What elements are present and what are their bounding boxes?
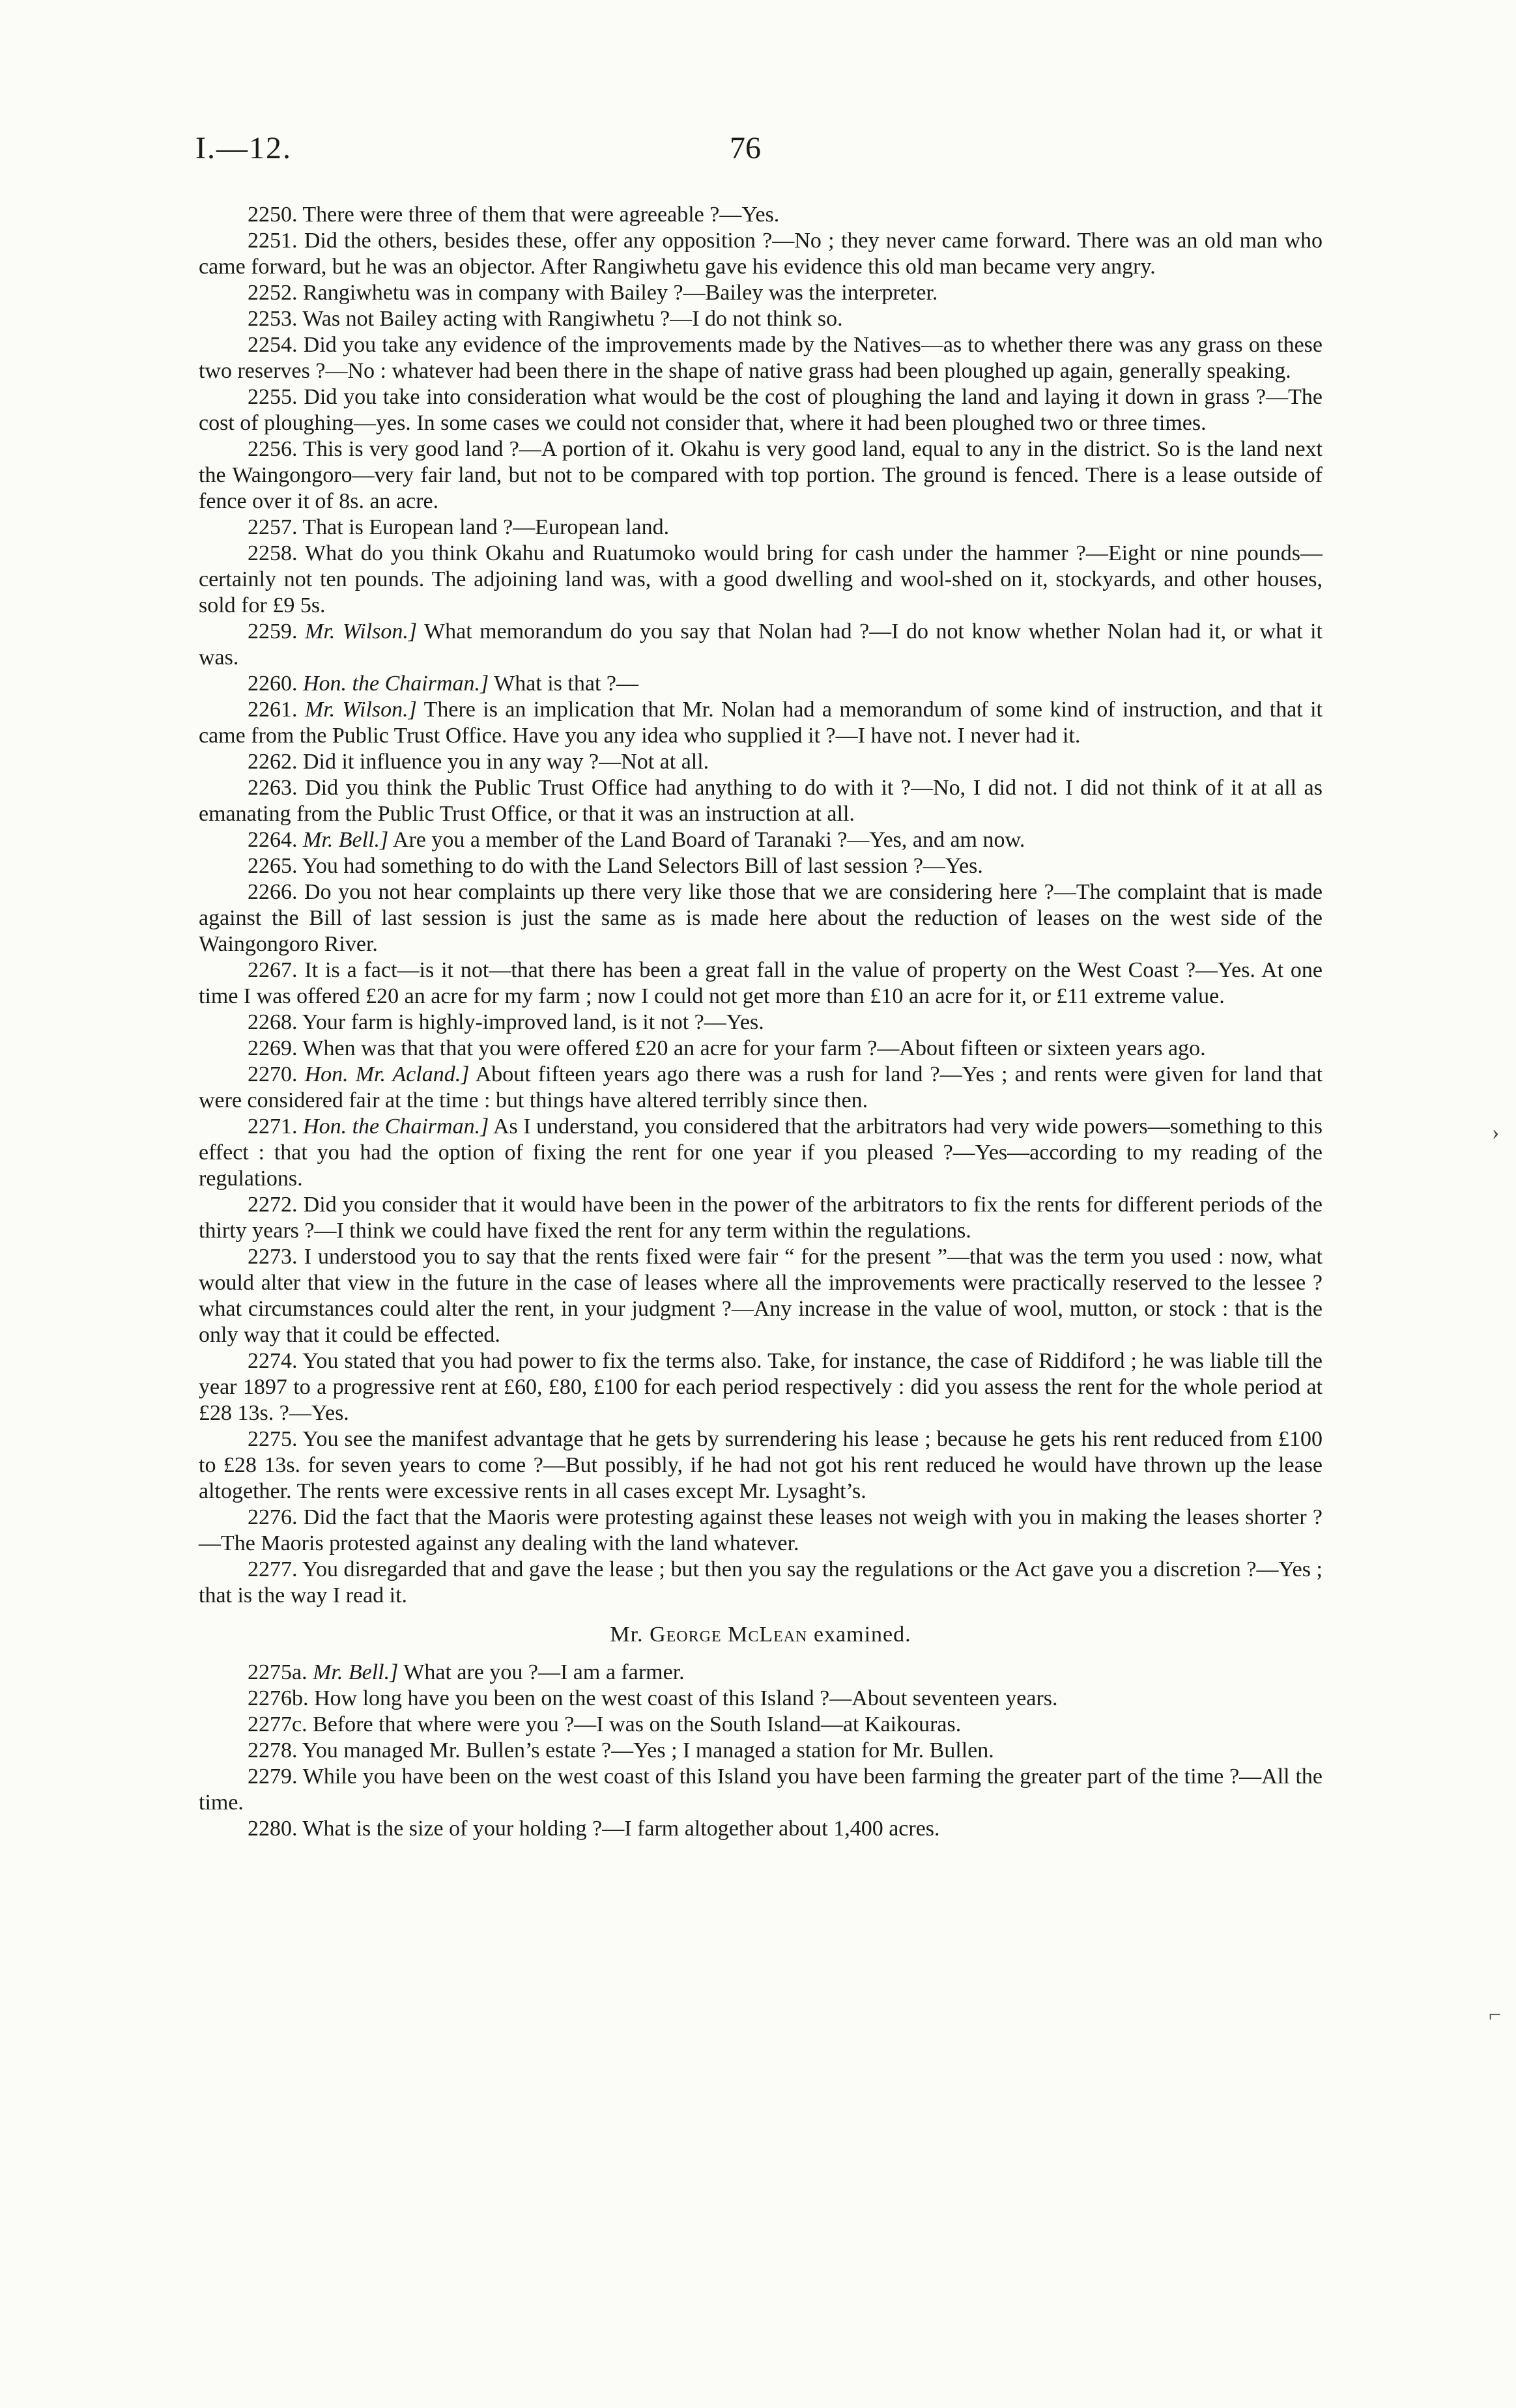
paragraph-2277c: 2277c. Before that where were you ?—I was on the South Island—at Kaikouras. <box>248 1712 962 1736</box>
margin-mark: › <box>1492 1120 1500 1144</box>
paragraph-2260 <box>199 671 1323 697</box>
speaker-name: Mr. Bell.] <box>313 1660 399 1684</box>
paragraph-2261 <box>199 697 1323 749</box>
speaker-name: Hon. the Chairman.] <box>303 672 489 696</box>
paragraph-2253: 2253. Was not Bailey acting with Rangiwhetu ?—I do not think so. <box>248 307 843 331</box>
paragraph-2263: 2263. Did you think the Public Trust Office had anything to do with it ?—No, I did not. I did not think of it at all as emanating from the Public Trust Office, or that it was an instruction at all. <box>199 776 1323 826</box>
paragraph-2254: 2254. Did you take any evidence of the improvements made by the Natives—as to whether there was any grass on these two reserves ?—No : whatever had been there in the shape of native grass had been ploughed up again, generally speaking. <box>199 333 1323 383</box>
paragraph-2269: 2269. When was that that you were offered £20 an acre for your farm ?—About fifteen or sixteen years ago. <box>248 1036 1206 1060</box>
paragraph-2251: 2251. Did the others, besides these, offer any opposition ?—No ; they never came forward. There was an old man who came forward, but he was an objector. After Rangiwhetu gave his evidence this old man became very angry. <box>199 229 1323 279</box>
paragraph-2252: 2252. Rangiwhetu was in company with Bailey ?—Bailey was the interpreter. <box>248 281 938 305</box>
speaker-name: Hon. Mr. Acland.] <box>304 1062 470 1086</box>
question-text: What are you ?—I am a farmer. <box>398 1660 685 1684</box>
paragraph-2271 <box>199 1114 1323 1192</box>
question-number: 2260. <box>248 672 298 696</box>
question-text: About fifteen years ago there was a rush for land ?—Yes ; and rents were given for land that were considered fair at the time : but things have altered terribly since then. <box>199 1062 1323 1112</box>
paragraph-2267: 2267. It is a fact—is it not—that there has been a great fall in the value of property on the West Coast ?—Yes. At one time I was offered £20 an acre for my farm ; now I could not get more than £10 an acre for it, or £11 extreme value. <box>199 958 1323 1008</box>
paragraph-2256: 2256. This is very good land ?—A portion of it. Okahu is very good land, equal to any in the district. So is the land next the Waingongoro—very fair land, but not to be compared with top portion. The ground is fenced. There is a lease outside of fence over it of 8s. an acre. <box>199 437 1323 513</box>
paragraph-2276b: 2276b. How long have you been on the west coast of this Island ?—About seventeen years. <box>248 1686 1058 1710</box>
paragraph-2280: 2280. What is the size of your holding ?—I farm altogether about 1,400 acres. <box>248 1817 940 1841</box>
paragraph-2259 <box>199 619 1323 671</box>
margin-mark: ⌐ <box>1489 2003 1502 2027</box>
evidence-text <box>199 202 1323 1842</box>
question-text: Are you a member of the Land Board of Taranaki ?—Yes, and am now. <box>388 828 1025 852</box>
paragraph-2273: 2273. I understood you to say that the rents fixed were fair “ for the present ”—that was the term you used : now, what would alter that view in the future in the case of leases where all the improvements were practically reserved to the lessee ? what circumstances could alter the rent, in your judgment ?—Any increase in the value of wool, mutton, or stock : that is the only way that it could be effected. <box>199 1245 1323 1347</box>
question-number: 2259. <box>248 619 298 644</box>
paragraph-2276: 2276. Did the fact that the Maoris were protesting against these leases not weigh with you in making the leases shorter ?—The Maoris protested against any dealing with the land whatever. <box>199 1505 1323 1555</box>
witness-prefix: Mr. <box>610 1622 650 1647</box>
paragraph-2255: 2255. Did you take into consideration what would be the cost of ploughing the land and laying it down in grass ?—The cost of ploughing—yes. In some cases we could not consider that, where it had been ploughed two or three times. <box>199 385 1323 435</box>
page-number: 76 <box>730 131 761 165</box>
paragraph-2262: 2262. Did it influence you in any way ?—Not at all. <box>248 750 709 774</box>
paragraph-2275a <box>199 1660 1323 1686</box>
paragraph-2258: 2258. What do you think Okahu and Ruatumoko would bring for cash under the hammer ?—Eight or nine pounds—certainly not ten pounds. The adjoining land was, with a good dwelling and wool-shed on it, stockyards, and other houses, sold for £9 5s. <box>199 541 1323 617</box>
paragraph-2265: 2265. You had something to do with the Land Selectors Bill of last session ?—Yes. <box>248 854 983 878</box>
question-text: There is an implication that Mr. Nolan had a memorandum of some kind of instruction, and that it came from the Public Trust Office. Have you any idea who supplied it ?—I have not. I never had it. <box>199 698 1323 748</box>
speaker-name: Mr. Wilson.] <box>305 619 418 644</box>
paragraph-2264 <box>199 827 1323 853</box>
witness-suffix: examined. <box>807 1622 911 1647</box>
question-text: What memorandum do you say that Nolan had ?—I do not know whether Nolan had it, or what it was. <box>199 619 1323 670</box>
paragraph-2274: 2274. You stated that you had power to fix the terms also. Take, for instance, the case of Riddiford ; he was liable till the year 1897 to a progressive rent at £60, £80, £100 for each period respectively : did you assess the rent for the whole period at £28 13s. ?—Yes. <box>199 1349 1323 1425</box>
witness-name: George McLean <box>650 1622 808 1647</box>
question-number: 2264. <box>248 828 298 852</box>
speaker-name: Hon. the Chairman.] <box>303 1114 489 1139</box>
paragraph-2250: 2250. There were three of them that were agreeable ?—Yes. <box>248 203 780 227</box>
speaker-name: Mr. Bell.] <box>303 828 389 852</box>
page-header <box>195 130 1323 182</box>
paragraph-2257: 2257. That is European land ?—European land. <box>248 515 670 539</box>
paragraph-2279: 2279. While you have been on the west coast of this Island you have been farming the greater part of the time ?—All the time. <box>199 1764 1323 1815</box>
paragraph-2277: 2277. You disregarded that and gave the lease ; but then you say the regulations or the Act gave you a discretion ?—Yes ; that is the way I read it. <box>199 1557 1323 1608</box>
speaker-name: Mr. Wilson.] <box>304 698 417 722</box>
paragraph-2270 <box>199 1062 1323 1114</box>
question-number: 2275a. <box>248 1660 307 1684</box>
witness-heading <box>199 1622 1323 1648</box>
question-number: 2261. <box>248 698 298 722</box>
paragraph-2268: 2268. Your farm is highly-improved land, is it not ?—Yes. <box>248 1010 764 1034</box>
question-text: What is that ?— <box>489 672 638 696</box>
paragraph-2278: 2278. You managed Mr. Bullen’s estate ?—Yes ; I managed a station for Mr. Bullen. <box>248 1738 994 1763</box>
paragraph-2272: 2272. Did you consider that it would have been in the power of the arbitrators to fix the rents for different periods of the thirty years ?—I think we could have fixed the rent for any term within the regulations. <box>199 1193 1323 1243</box>
question-number: 2270. <box>248 1062 298 1086</box>
question-text: As I understand, you considered that the arbitrators had very wide powers—something to this effect : that you had the option of fixing the rent for one year if you pleased ?—Yes—according to my reading of the regulations. <box>199 1114 1323 1191</box>
paragraph-2275: 2275. You see the manifest advantage that he gets by surrendering his lease ; because he gets his rent reduced from £100 to £28 13s. for seven years to come ?—But possibly, if he had not got his rent reduced he would have thrown up the lease altogether. The rents were excessive rents in all cases except Mr. Lysaght’s. <box>199 1427 1323 1503</box>
paragraph-2266: 2266. Do you not hear complaints up there very like those that we are considering here ?—The complaint that is made against the Bill of last session is just the same as is made here about the reduction of leases on the west side of the Waingongoro River. <box>199 880 1323 956</box>
document-reference: I.—12. <box>195 131 292 165</box>
question-number: 2271. <box>248 1114 298 1139</box>
